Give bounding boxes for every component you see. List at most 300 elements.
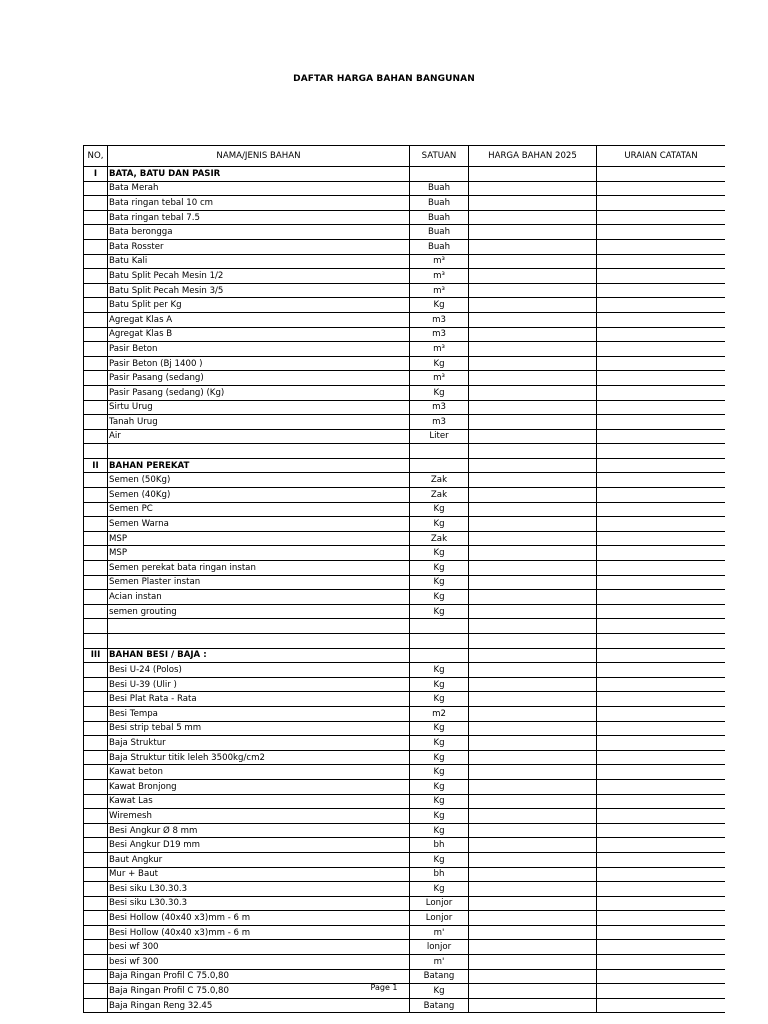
cell-price: [469, 604, 597, 619]
cell-no: [84, 736, 108, 751]
cell-name: Semen PC: [108, 502, 410, 517]
table-row: [84, 765, 726, 780]
table-row: [84, 561, 726, 576]
cell-no: [84, 400, 108, 415]
cell-price: [469, 809, 597, 824]
cell-no: [84, 940, 108, 955]
table-row: [84, 298, 726, 313]
cell-price: [469, 721, 597, 736]
cell-notes: [597, 458, 726, 473]
cell-price: [469, 677, 597, 692]
table-row: [84, 969, 726, 984]
cell-price: [469, 400, 597, 415]
cell-name: BATA, BATU DAN PASIR: [108, 167, 410, 182]
cell-unit: Kg: [410, 794, 469, 809]
cell-notes: [597, 604, 726, 619]
cell-unit: lonjor: [410, 940, 469, 955]
cell-name: Acian instan: [108, 590, 410, 605]
cell-no: [84, 604, 108, 619]
cell-unit: Buah: [410, 210, 469, 225]
cell-no: [84, 473, 108, 488]
cell-unit: Zak: [410, 473, 469, 488]
cell-name: Besi Tempa: [108, 706, 410, 721]
table-row: [84, 721, 726, 736]
cell-unit: Kg: [410, 736, 469, 751]
cell-no: I: [84, 167, 108, 182]
cell-name: Bata berongga: [108, 225, 410, 240]
cell-notes: [597, 531, 726, 546]
cell-unit: [410, 458, 469, 473]
cell-notes: [597, 473, 726, 488]
cell-price: [469, 998, 597, 1013]
cell-no: [84, 371, 108, 386]
table-row: [84, 400, 726, 415]
cell-notes: [597, 648, 726, 663]
cell-price: [469, 619, 597, 634]
cell-name: Bata ringan tebal 7.5: [108, 210, 410, 225]
cell-name: Baja Ringan Reng 32.45: [108, 998, 410, 1013]
cell-name: Pasir Pasang (sedang) (Kg): [108, 385, 410, 400]
table-row: [84, 604, 726, 619]
cell-price: [469, 838, 597, 853]
cell-no: [84, 852, 108, 867]
cell-price: [469, 356, 597, 371]
cell-notes: [597, 779, 726, 794]
table-row: [84, 750, 726, 765]
cell-unit: m3: [410, 312, 469, 327]
cell-price: [469, 444, 597, 459]
cell-name: besi wf 300: [108, 955, 410, 970]
cell-unit: m': [410, 925, 469, 940]
cell-price: [469, 896, 597, 911]
cell-name: Air: [108, 429, 410, 444]
cell-name: Semen Plaster instan: [108, 575, 410, 590]
cell-notes: [597, 167, 726, 182]
cell-no: [84, 385, 108, 400]
cell-price: [469, 502, 597, 517]
cell-no: [84, 429, 108, 444]
cell-name: Besi Angkur Ø 8 mm: [108, 823, 410, 838]
cell-unit: Lonjor: [410, 911, 469, 926]
cell-name: [108, 634, 410, 649]
cell-no: [84, 634, 108, 649]
cell-unit: m³: [410, 269, 469, 284]
table-row: [84, 546, 726, 561]
cell-notes: [597, 750, 726, 765]
cell-name: Baja Ringan Profil C 75.0,80: [108, 984, 410, 999]
cell-price: [469, 882, 597, 897]
table-row: [84, 590, 726, 605]
cell-name: BAHAN PEREKAT: [108, 458, 410, 473]
cell-no: [84, 911, 108, 926]
cell-name: Wiremesh: [108, 809, 410, 824]
cell-price: [469, 663, 597, 678]
cell-price: [469, 196, 597, 211]
cell-unit: m2: [410, 706, 469, 721]
cell-notes: [597, 721, 726, 736]
section-row: [84, 458, 726, 473]
cell-unit: Kg: [410, 385, 469, 400]
cell-name: MSP: [108, 546, 410, 561]
table-row: [84, 634, 726, 649]
cell-name: Kawat beton: [108, 765, 410, 780]
table-row: [84, 356, 726, 371]
cell-name: Semen perekat bata ringan instan: [108, 561, 410, 576]
cell-name: Besi siku L30.30.3: [108, 882, 410, 897]
cell-name: semen grouting: [108, 604, 410, 619]
cell-notes: [597, 969, 726, 984]
cell-name: Agregat Klas A: [108, 312, 410, 327]
cell-unit: [410, 167, 469, 182]
section-row: [84, 167, 726, 182]
cell-unit: Kg: [410, 852, 469, 867]
cell-name: Pasir Beton: [108, 342, 410, 357]
table-row: [84, 838, 726, 853]
cell-notes: [597, 838, 726, 853]
table-row: [84, 940, 726, 955]
table-row: [84, 955, 726, 970]
cell-price: [469, 925, 597, 940]
cell-name: Pasir Pasang (sedang): [108, 371, 410, 386]
cell-notes: [597, 312, 726, 327]
table-row: [84, 283, 726, 298]
cell-notes: [597, 429, 726, 444]
cell-unit: Buah: [410, 196, 469, 211]
cell-name: Bata Rosster: [108, 239, 410, 254]
cell-price: [469, 239, 597, 254]
cell-unit: Kg: [410, 721, 469, 736]
cell-name: Besi U-39 (Ulir ): [108, 677, 410, 692]
cell-price: [469, 736, 597, 751]
table-row: [84, 385, 726, 400]
cell-no: [84, 590, 108, 605]
cell-no: [84, 619, 108, 634]
cell-unit: [410, 648, 469, 663]
cell-notes: [597, 925, 726, 940]
cell-name: Kawat Bronjong: [108, 779, 410, 794]
cell-notes: [597, 575, 726, 590]
cell-unit: m³: [410, 254, 469, 269]
cell-notes: [597, 867, 726, 882]
cell-price: [469, 634, 597, 649]
cell-notes: [597, 342, 726, 357]
cell-unit: Kg: [410, 984, 469, 999]
cell-price: [469, 167, 597, 182]
cell-no: [84, 663, 108, 678]
cell-unit: Zak: [410, 488, 469, 503]
cell-no: [84, 502, 108, 517]
cell-no: [84, 969, 108, 984]
cell-no: [84, 531, 108, 546]
table-row: [84, 677, 726, 692]
header-price: HARGA BAHAN 2025: [469, 146, 597, 167]
cell-unit: Lonjor: [410, 896, 469, 911]
cell-unit: Kg: [410, 575, 469, 590]
table-row: [84, 896, 726, 911]
cell-notes: [597, 444, 726, 459]
cell-name: Baja Struktur titik leleh 3500kg/cm2: [108, 750, 410, 765]
cell-name: Baja Struktur: [108, 736, 410, 751]
cell-price: [469, 955, 597, 970]
cell-no: [84, 765, 108, 780]
cell-no: [84, 955, 108, 970]
cell-name: Batu Split Pecah Mesin 3/5: [108, 283, 410, 298]
cell-unit: Batang: [410, 998, 469, 1013]
cell-unit: bh: [410, 838, 469, 853]
cell-no: [84, 312, 108, 327]
cell-no: [84, 342, 108, 357]
cell-name: Baut Angkur: [108, 852, 410, 867]
table-row: [84, 517, 726, 532]
cell-unit: Kg: [410, 561, 469, 576]
cell-price: [469, 312, 597, 327]
cell-name: Besi Plat Rata - Rata: [108, 692, 410, 707]
cell-no: [84, 444, 108, 459]
cell-name: Tanah Urug: [108, 415, 410, 430]
cell-price: [469, 269, 597, 284]
cell-name: Semen Warna: [108, 517, 410, 532]
cell-notes: [597, 356, 726, 371]
cell-no: [84, 254, 108, 269]
cell-price: [469, 327, 597, 342]
cell-notes: [597, 181, 726, 196]
cell-notes: [597, 940, 726, 955]
cell-unit: Kg: [410, 823, 469, 838]
cell-price: [469, 429, 597, 444]
cell-no: [84, 882, 108, 897]
table-row: [84, 196, 726, 211]
cell-no: [84, 415, 108, 430]
cell-name: Batu Kali: [108, 254, 410, 269]
table-row: [84, 706, 726, 721]
cell-price: [469, 181, 597, 196]
cell-name: Baja Ringan Profil C 75.0,80: [108, 969, 410, 984]
cell-price: [469, 794, 597, 809]
cell-notes: [597, 736, 726, 751]
cell-price: [469, 298, 597, 313]
cell-no: III: [84, 648, 108, 663]
table-row: [84, 736, 726, 751]
cell-notes: [597, 619, 726, 634]
cell-no: [84, 327, 108, 342]
cell-price: [469, 254, 597, 269]
cell-name: besi wf 300: [108, 940, 410, 955]
cell-name: Mur + Baut: [108, 867, 410, 882]
cell-price: [469, 590, 597, 605]
cell-name: Pasir Beton (Bj 1400 ): [108, 356, 410, 371]
cell-notes: [597, 955, 726, 970]
cell-price: [469, 940, 597, 955]
cell-no: [84, 356, 108, 371]
cell-notes: [597, 998, 726, 1013]
cell-price: [469, 911, 597, 926]
cell-no: [84, 181, 108, 196]
table-row: [84, 911, 726, 926]
cell-notes: [597, 269, 726, 284]
cell-name: Besi Hollow (40x40 x3)mm - 6 m: [108, 911, 410, 926]
cell-name: Besi Hollow (40x40 x3)mm - 6 m: [108, 925, 410, 940]
cell-unit: Kg: [410, 546, 469, 561]
cell-no: [84, 750, 108, 765]
cell-notes: [597, 911, 726, 926]
cell-price: [469, 225, 597, 240]
cell-unit: m3: [410, 327, 469, 342]
cell-no: [84, 838, 108, 853]
cell-no: [84, 517, 108, 532]
cell-notes: [597, 385, 726, 400]
cell-unit: Kg: [410, 750, 469, 765]
cell-no: [84, 925, 108, 940]
cell-notes: [597, 415, 726, 430]
cell-unit: Liter: [410, 429, 469, 444]
table-row: [84, 867, 726, 882]
cell-no: [84, 225, 108, 240]
cell-price: [469, 517, 597, 532]
cell-unit: Kg: [410, 765, 469, 780]
table-row: [84, 575, 726, 590]
cell-unit: Kg: [410, 590, 469, 605]
cell-unit: Kg: [410, 663, 469, 678]
cell-unit: Kg: [410, 779, 469, 794]
cell-no: [84, 706, 108, 721]
cell-unit: m³: [410, 342, 469, 357]
cell-notes: [597, 225, 726, 240]
header-notes: URAIAN CATATAN: [597, 146, 726, 167]
cell-notes: [597, 809, 726, 824]
cell-price: [469, 385, 597, 400]
cell-name: [108, 444, 410, 459]
table-row: [84, 473, 726, 488]
cell-unit: Kg: [410, 604, 469, 619]
cell-name: Batu Split per Kg: [108, 298, 410, 313]
cell-notes: [597, 896, 726, 911]
cell-no: [84, 298, 108, 313]
cell-notes: [597, 634, 726, 649]
cell-unit: Kg: [410, 298, 469, 313]
cell-unit: Kg: [410, 692, 469, 707]
cell-unit: Kg: [410, 882, 469, 897]
cell-unit: Kg: [410, 356, 469, 371]
cell-price: [469, 706, 597, 721]
cell-name: Besi U-24 (Polos): [108, 663, 410, 678]
page-number: Page 1: [370, 983, 398, 992]
cell-price: [469, 473, 597, 488]
cell-price: [469, 210, 597, 225]
cell-price: [469, 969, 597, 984]
table-row: [84, 371, 726, 386]
cell-unit: [410, 619, 469, 634]
cell-notes: [597, 371, 726, 386]
cell-unit: Buah: [410, 225, 469, 240]
table-row: [84, 692, 726, 707]
cell-notes: [597, 298, 726, 313]
cell-notes: [597, 400, 726, 415]
document-title: DAFTAR HARGA BAHAN BANGUNAN: [293, 74, 475, 84]
cell-no: [84, 269, 108, 284]
cell-price: [469, 458, 597, 473]
table-row: [84, 882, 726, 897]
cell-no: [84, 896, 108, 911]
cell-unit: m3: [410, 415, 469, 430]
cell-unit: Kg: [410, 502, 469, 517]
cell-price: [469, 488, 597, 503]
cell-name: Bata ringan tebal 10 cm: [108, 196, 410, 211]
cell-notes: [597, 794, 726, 809]
table-row: [84, 823, 726, 838]
cell-no: [84, 823, 108, 838]
header-name: NAMA/JENIS BAHAN: [108, 146, 410, 167]
cell-no: [84, 561, 108, 576]
cell-price: [469, 342, 597, 357]
cell-no: [84, 721, 108, 736]
cell-notes: [597, 196, 726, 211]
cell-no: [84, 779, 108, 794]
cell-price: [469, 692, 597, 707]
cell-unit: Kg: [410, 517, 469, 532]
cell-unit: [410, 634, 469, 649]
cell-name: MSP: [108, 531, 410, 546]
table-row: [84, 415, 726, 430]
table-row: [84, 925, 726, 940]
cell-notes: [597, 239, 726, 254]
table-row: [84, 779, 726, 794]
cell-notes: [597, 765, 726, 780]
table-row: [84, 809, 726, 824]
section-row: [84, 648, 726, 663]
table-row: [84, 225, 726, 240]
cell-no: [84, 677, 108, 692]
cell-price: [469, 648, 597, 663]
cell-unit: m3: [410, 400, 469, 415]
cell-unit: Batang: [410, 969, 469, 984]
table-row: [84, 327, 726, 342]
cell-price: [469, 750, 597, 765]
cell-price: [469, 531, 597, 546]
cell-notes: [597, 546, 726, 561]
cell-name: Agregat Klas B: [108, 327, 410, 342]
table-row: [84, 619, 726, 634]
cell-no: [84, 998, 108, 1013]
cell-no: [84, 794, 108, 809]
table-row: [84, 663, 726, 678]
table-row: [84, 502, 726, 517]
cell-name: Batu Split Pecah Mesin 1/2: [108, 269, 410, 284]
cell-price: [469, 852, 597, 867]
cell-no: [84, 692, 108, 707]
table-row: [84, 181, 726, 196]
cell-notes: [597, 502, 726, 517]
cell-notes: [597, 663, 726, 678]
cell-unit: Buah: [410, 239, 469, 254]
table-row: [84, 312, 726, 327]
table-header-row: [84, 146, 726, 167]
cell-unit: m³: [410, 283, 469, 298]
cell-name: Semen (40Kg): [108, 488, 410, 503]
cell-notes: [597, 488, 726, 503]
cell-name: Kawat Las: [108, 794, 410, 809]
cell-price: [469, 823, 597, 838]
cell-price: [469, 283, 597, 298]
table-row: [84, 794, 726, 809]
cell-notes: [597, 590, 726, 605]
cell-name: Besi siku L30.30.3: [108, 896, 410, 911]
cell-no: [84, 210, 108, 225]
table-row: [84, 210, 726, 225]
cell-no: [84, 809, 108, 824]
table-row: [84, 998, 726, 1013]
cell-name: BAHAN BESI / BAJA :: [108, 648, 410, 663]
cell-price: [469, 415, 597, 430]
